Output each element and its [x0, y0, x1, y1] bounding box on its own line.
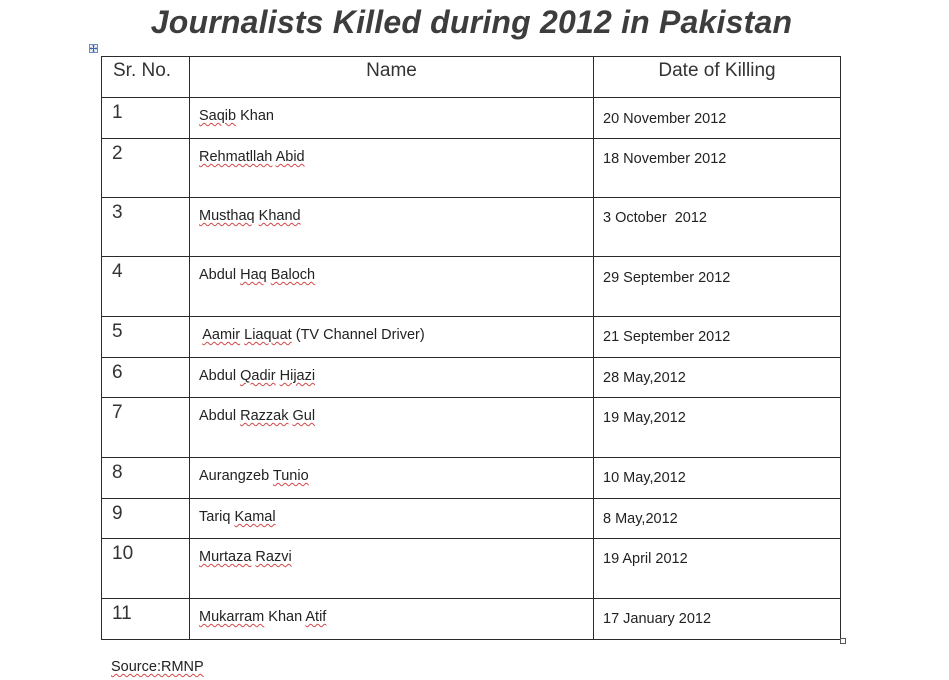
cell-date: 21 September 2012 — [594, 317, 841, 358]
cell-sr-no: 5 — [102, 317, 190, 358]
header-date: Date of Killing — [594, 57, 841, 98]
name-fragment-misspelled: Abid — [275, 149, 305, 165]
name-fragment-misspelled: Tunio — [272, 468, 309, 484]
cell-sr-no: 7 — [102, 398, 190, 458]
cell-sr-no: 4 — [102, 257, 190, 317]
cell-date: 10 May,2012 — [594, 458, 841, 499]
table-body — [102, 98, 841, 640]
journalists-table — [101, 56, 841, 640]
table-row — [102, 458, 841, 499]
name-fragment-misspelled: Hijazi — [279, 368, 316, 384]
table-move-handle-icon[interactable] — [89, 44, 98, 53]
name-fragment-misspelled: Rehmatllah — [199, 149, 273, 165]
source-text: Source:RMNP — [111, 659, 204, 675]
cell-sr-no: 11 — [102, 599, 190, 640]
header-sr-no: Sr. No. — [102, 57, 190, 98]
table-row — [102, 599, 841, 640]
name-fragment-misspelled: Baloch — [270, 267, 316, 283]
cell-name — [190, 198, 594, 257]
table-row — [102, 198, 841, 257]
cell-date: 3 October 2012 — [594, 198, 841, 257]
cell-sr-no: 2 — [102, 139, 190, 198]
name-fragment-misspelled: Musthaq — [199, 208, 255, 224]
name-fragment: Abdul — [199, 408, 241, 424]
name-fragment-misspelled: Kamal — [234, 509, 276, 525]
name-fragment: Tariq — [199, 509, 235, 525]
cell-date: 28 May,2012 — [594, 358, 841, 398]
cell-sr-no: 3 — [102, 198, 190, 257]
cell-name — [190, 257, 594, 317]
name-fragment-misspelled: Haq — [240, 267, 267, 283]
name-fragment-misspelled: Atif — [305, 609, 327, 625]
table-row — [102, 317, 841, 358]
name-fragment-misspelled: Liaquat — [244, 327, 292, 343]
name-fragment: Abdul — [199, 267, 241, 283]
cell-name — [190, 139, 594, 198]
page-title: Journalists Killed during 2012 in Pakistan — [150, 4, 793, 40]
cell-date: 17 January 2012 — [594, 599, 841, 640]
cell-date: 8 May,2012 — [594, 499, 841, 539]
name-fragment: Abdul — [199, 368, 241, 384]
table-resize-handle-icon[interactable] — [840, 638, 846, 644]
name-fragment: Khan — [236, 108, 274, 124]
name-fragment: (TV Channel Driver) — [291, 327, 425, 343]
name-fragment-misspelled: Saqib — [199, 108, 237, 124]
table-row — [102, 257, 841, 317]
header-name: Name — [190, 57, 594, 98]
source-note — [111, 659, 204, 675]
table-row — [102, 139, 841, 198]
name-fragment-misspelled: Razzak — [240, 408, 289, 424]
cell-name — [190, 599, 594, 640]
name-fragment-misspelled: Gul — [292, 408, 316, 424]
name-fragment: Khan — [264, 609, 306, 625]
cell-sr-no: 6 — [102, 358, 190, 398]
cell-sr-no: 9 — [102, 499, 190, 539]
cell-sr-no: 8 — [102, 458, 190, 499]
cell-name — [190, 98, 594, 139]
cell-date: 18 November 2012 — [594, 139, 841, 198]
cell-name — [190, 317, 594, 358]
table-row — [102, 499, 841, 539]
name-fragment-misspelled: Mukarram — [199, 609, 265, 625]
name-fragment-misspelled: Murtaza — [199, 549, 252, 565]
table-row — [102, 98, 841, 139]
name-fragment-misspelled: Qadir — [240, 368, 276, 384]
cell-name — [190, 499, 594, 539]
table-row — [102, 398, 841, 458]
cell-date: 19 May,2012 — [594, 398, 841, 458]
name-fragment-misspelled: Aamir — [202, 327, 241, 343]
name-fragment: Aurangzeb — [199, 468, 273, 484]
cell-sr-no: 10 — [102, 539, 190, 599]
cell-date: 19 April 2012 — [594, 539, 841, 599]
table-row — [102, 539, 841, 599]
cell-date: 29 September 2012 — [594, 257, 841, 317]
name-fragment-misspelled: Razvi — [255, 549, 292, 565]
cell-date: 20 November 2012 — [594, 98, 841, 139]
cell-sr-no: 1 — [102, 98, 190, 139]
cell-name — [190, 458, 594, 499]
table-header-row — [102, 57, 841, 98]
cell-name — [190, 358, 594, 398]
name-fragment-misspelled: Khand — [258, 208, 301, 224]
cell-name — [190, 398, 594, 458]
cell-name — [190, 539, 594, 599]
table-row — [102, 358, 841, 398]
